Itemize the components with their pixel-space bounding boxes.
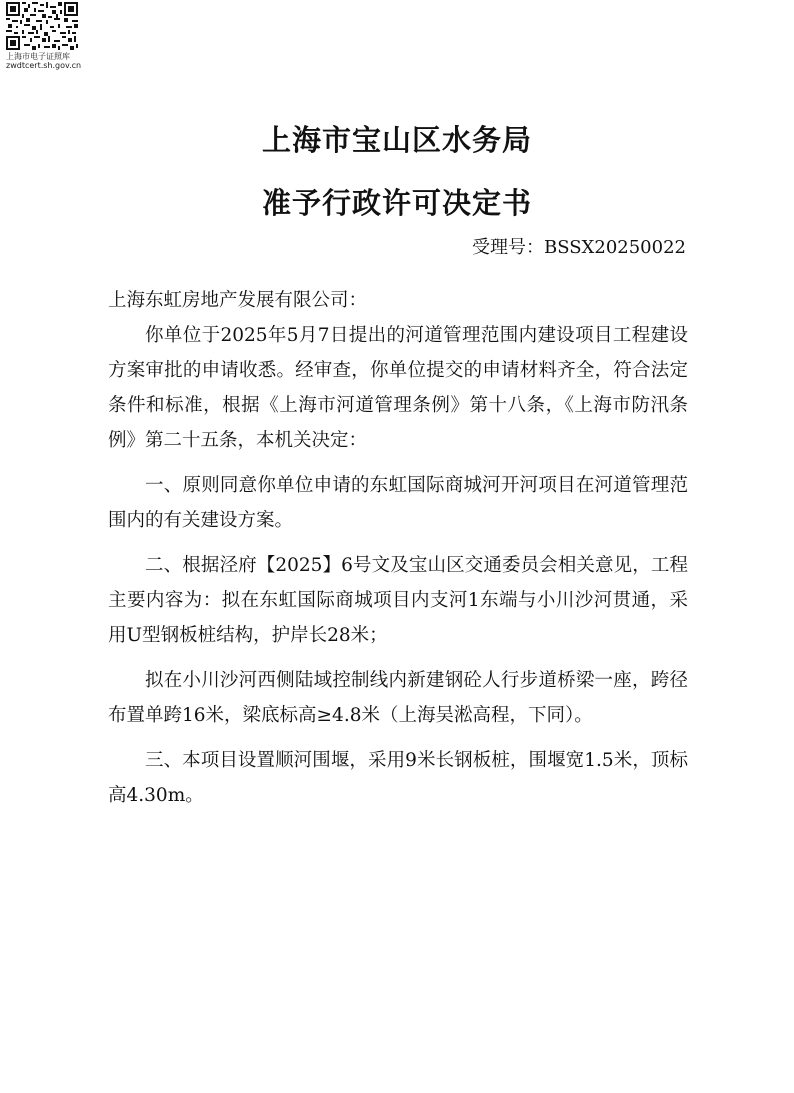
qr-caption-source: 上海市电子证照库 [6, 52, 70, 61]
reference-number: 受理号：BSSX20250022 [471, 237, 686, 258]
paragraph-item-2: 二、根据泾府【2025】6号文及宝山区交通委员会相关意见，工程主要内容为：拟在东虹国际商城项目内支河1东端与小川沙河贯通，采用U型钢板桩结构，护岸长28米； [108, 555, 688, 646]
paragraph-item-1: 一、原则同意你单位申请的东虹国际商城河开河项目在河道管理范围内的有关建设方案。 [108, 475, 688, 531]
qr-caption-url: zwdtcert.sh.gov.cn [6, 61, 82, 70]
document-body [108, 283, 688, 823]
paragraph-item-3: 三、本项目设置顺河围堰，采用9米长钢板桩，围堰宽1.5米，顶标高4.30m。 [108, 750, 688, 806]
issuer-title: 上海市宝山区水务局 [261, 123, 532, 157]
qr-code [6, 2, 78, 50]
paragraph-item-2-bridge: 拟在小川沙河西侧陆域控制线内新建钢砼人行步道桥梁一座，跨径布置单跨16米，梁底标高≥4.8米（上海吴淞高程，下同）。 [108, 670, 688, 726]
recipient: 上海东虹房地产发展有限公司： [108, 290, 368, 311]
document-type-title: 准予行政许可决定书 [261, 186, 532, 220]
paragraph-intro: 你单位于2025年5月7日提出的河道管理范围内建设项目工程建设方案审批的申请收悉。经审查，你单位提交的申请材料齐全，符合法定条件和标准，根据《上海市河道管理条例》第十八条，《上海市防汛条例》第二十五条，本机关决定： [108, 325, 688, 451]
